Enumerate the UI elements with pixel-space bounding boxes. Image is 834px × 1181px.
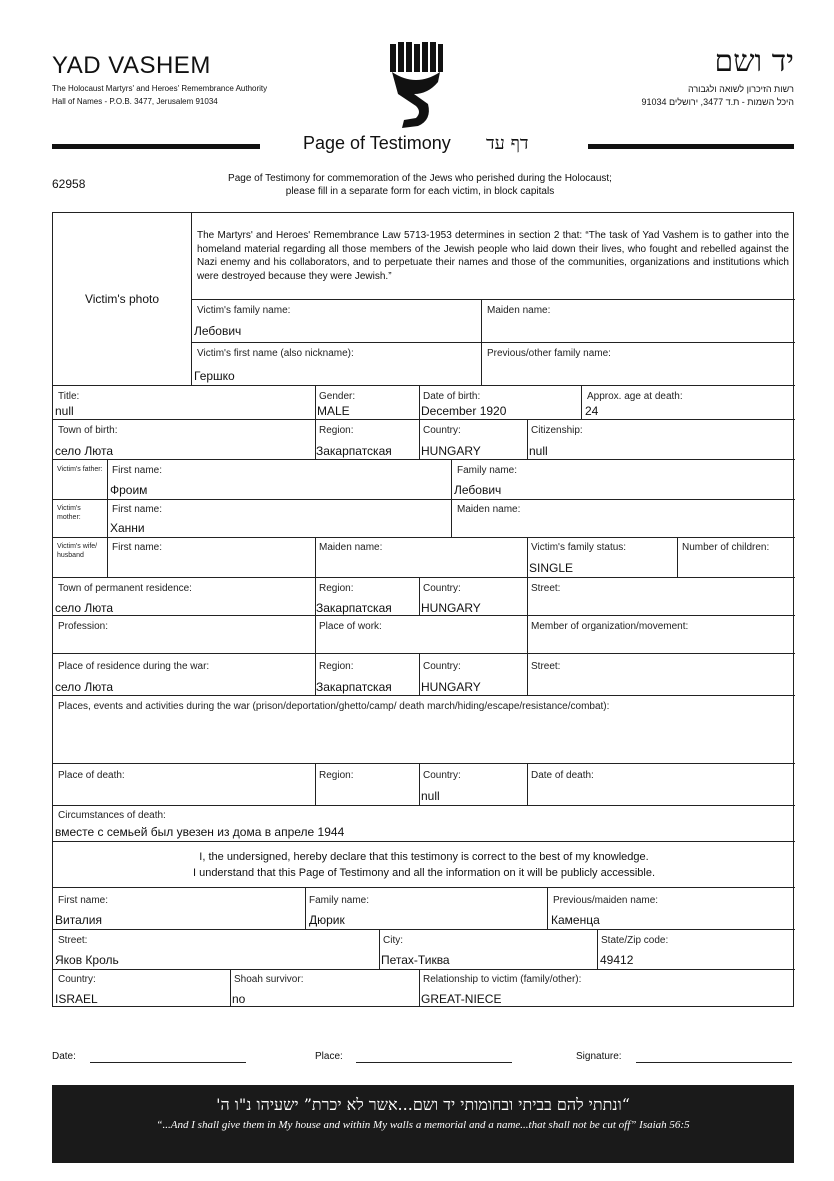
- signature-label: Signature:: [576, 1051, 622, 1062]
- submitter-family-label: Family name:: [309, 895, 370, 906]
- page-title-hebrew: דף עד: [486, 133, 529, 154]
- place-label: Place:: [315, 1051, 343, 1062]
- mother-first-field[interactable]: Ханни: [110, 521, 145, 535]
- gender-label: Gender:: [319, 391, 356, 402]
- country-birth-label: Country:: [423, 425, 461, 436]
- signature-line[interactable]: [636, 1062, 792, 1063]
- death-date-label: Date of death:: [531, 770, 594, 781]
- submitter-zip-label: State/Zip code:: [601, 935, 669, 946]
- town-birth-field[interactable]: село Люта: [55, 444, 114, 458]
- title-rule-left: [52, 144, 260, 149]
- residence-country-field[interactable]: HUNGARY: [421, 601, 481, 615]
- survivor-field[interactable]: no: [232, 992, 246, 1006]
- title-label: Title:: [58, 391, 80, 402]
- citizenship-label: Citizenship:: [531, 425, 583, 436]
- submitter-first-field[interactable]: Виталия: [55, 913, 102, 927]
- war-place-field[interactable]: село Люта: [55, 680, 114, 694]
- relation-label: Relationship to victim (family/other):: [423, 974, 582, 985]
- region-birth-label: Region:: [319, 425, 354, 436]
- war-region-field[interactable]: Закарпатская: [316, 680, 392, 694]
- mother-maiden-label: Maiden name:: [457, 504, 521, 515]
- mother-first-label: First name:: [112, 504, 163, 515]
- death-region-label: Region:: [319, 770, 354, 781]
- residence-region-field[interactable]: Закарпатская: [316, 601, 392, 615]
- org-subtitle: The Holocaust Martyrs' and Heroes' Remembrance Authority: [52, 84, 268, 93]
- submitter-country-label: Country:: [58, 974, 96, 985]
- place-line[interactable]: [356, 1062, 512, 1063]
- father-family-label: Family name:: [457, 465, 518, 476]
- law-text: The Martyrs' and Heroes' Remembrance Law 5713-1953 determines in section 2 that: “The task of Yad Vashem is to gather into the homeland material regarding all those members of the Jewish people who laid down their lives, who fought and rebelled against the Nazi enemy and his collaborators, and to perpetuate their names and those of the communities, organizations and institutions which were destroyed because they were Jewish.”: [197, 230, 789, 282]
- death-place-label: Place of death:: [58, 770, 125, 781]
- submitter-street-label: Street:: [58, 935, 88, 946]
- relation-field[interactable]: GREAT-NIECE: [421, 992, 502, 1006]
- father-label: Victim's father:: [57, 466, 103, 473]
- org-name: YAD VASHEM: [52, 52, 211, 79]
- father-first-label: First name:: [112, 465, 163, 476]
- photo-label: Victim's photo: [84, 292, 160, 306]
- father-first-field[interactable]: Фроим: [110, 483, 148, 497]
- war-place-label: Place of residence during the war:: [58, 661, 210, 672]
- submitter-first-label: First name:: [58, 895, 109, 906]
- profession-label: Profession:: [58, 621, 109, 632]
- residence-region-label: Region:: [319, 583, 354, 594]
- date-label: Date:: [52, 1051, 76, 1062]
- dob-field[interactable]: December 1920: [421, 404, 507, 418]
- family-name-label: Victim's family name:: [197, 305, 291, 316]
- quote-banner: [52, 1085, 794, 1163]
- death-country-label: Country:: [423, 770, 461, 781]
- family-status-label: Victim's family status:: [531, 542, 627, 553]
- submitter-family-field[interactable]: Дюрик: [309, 913, 345, 927]
- dob-label: Date of birth:: [423, 391, 481, 402]
- residence-street-label: Street:: [531, 583, 561, 594]
- banner-english: “...And I shall give them in My house and within My walls a memorial and a name...that shall not be cut off” Isaiah 56:5: [156, 1119, 690, 1131]
- intro-line-1: Page of Testimony for commemoration of the Jews who perished during the Holocaust;: [228, 173, 612, 184]
- events-label: Places, events and activities during the war (prison/deportation/ghetto/camp/ death march/hiding/escape/resistance/combat):: [58, 701, 610, 712]
- spouse-label: Victim's wife/ husband: [57, 543, 98, 559]
- father-family-field[interactable]: Лебович: [454, 483, 502, 497]
- first-name-label: Victim's first name (also nickname):: [197, 348, 354, 359]
- workplace-label: Place of work:: [319, 621, 382, 632]
- circumstances-field[interactable]: вместе с семьей был увезен из дома в апреле 1944: [55, 825, 345, 839]
- residence-town-label: Town of permanent residence:: [58, 583, 192, 594]
- spouse-maiden-label: Maiden name:: [319, 542, 383, 553]
- circumstances-label: Circumstances of death:: [58, 810, 166, 821]
- intro-line-2: please fill in a separate form for each victim, in block capitals: [285, 186, 555, 197]
- submitter-city-label: City:: [383, 935, 403, 946]
- mother-label: Victim's mother:: [57, 505, 81, 521]
- member-label: Member of organization/movement:: [531, 621, 689, 632]
- first-name-field[interactable]: Гершко: [194, 369, 235, 383]
- war-region-label: Region:: [319, 661, 354, 672]
- page-title: Page of Testimony: [303, 133, 451, 153]
- survivor-label: Shoah survivor:: [234, 974, 304, 985]
- country-birth-field[interactable]: HUNGARY: [421, 444, 481, 458]
- age-label: Approx. age at death:: [587, 391, 683, 402]
- war-country-label: Country:: [423, 661, 461, 672]
- heb-org-name: יד ושם: [714, 44, 794, 79]
- victim-photo-box: [53, 213, 191, 385]
- menorah-logo-icon: [388, 42, 444, 132]
- declaration-line-2: I understand that this Page of Testimony and all the information on it will be publicly accessible.: [192, 867, 656, 879]
- submitter-country-field[interactable]: ISRAEL: [55, 992, 98, 1006]
- war-country-field[interactable]: HUNGARY: [421, 680, 481, 694]
- title-field[interactable]: null: [55, 404, 74, 418]
- prev-family-label: Previous/other family name:: [487, 348, 611, 359]
- spouse-first-label: First name:: [112, 542, 163, 553]
- declaration-line-1: I, the undersigned, hereby declare that this testimony is correct to the best of my knowledge.: [199, 851, 649, 863]
- children-label: Number of children:: [682, 542, 770, 553]
- region-birth-field[interactable]: Закарпатская: [316, 444, 392, 458]
- maiden-name-label: Maiden name:: [487, 305, 551, 316]
- submitter-street-field[interactable]: Яков Кроль: [55, 953, 119, 967]
- title-rule-right: [588, 144, 794, 149]
- residence-country-label: Country:: [423, 583, 461, 594]
- intro-text: [200, 172, 640, 198]
- document-number: 62958: [52, 177, 86, 191]
- org-address: Hall of Names - P.O.B. 3477, Jerusalem 91034: [52, 97, 218, 106]
- war-street-label: Street:: [531, 661, 561, 672]
- family-name-field[interactable]: Лебович: [194, 324, 242, 338]
- submitter-city-field[interactable]: Петах-Тиква: [381, 953, 450, 967]
- banner-hebrew: “ונתתי להם בביתי ובחומותי יד ושם...אשר לא יכרת” ישעיהו נ"ו ה': [216, 1095, 630, 1114]
- date-line[interactable]: [90, 1062, 246, 1063]
- heb-address: היכל השמות - ת.ד 3477, ירושלים 91034: [641, 97, 794, 107]
- declaration: [53, 849, 795, 881]
- gender-field[interactable]: MALE: [317, 404, 350, 418]
- citizenship-field[interactable]: null: [529, 444, 548, 458]
- submitter-zip-field[interactable]: 49412: [600, 953, 634, 967]
- death-country-field[interactable]: null: [421, 789, 440, 803]
- submitter-prev-label: Previous/maiden name:: [553, 895, 659, 906]
- town-birth-label: Town of birth:: [58, 425, 118, 436]
- age-field[interactable]: 24: [585, 404, 599, 418]
- family-status-field[interactable]: SINGLE: [529, 561, 574, 575]
- submitter-prev-field[interactable]: Каменца: [551, 913, 600, 927]
- residence-town-field[interactable]: село Люта: [55, 601, 114, 615]
- testimony-form: [52, 212, 794, 1007]
- heb-subtitle: רשות הזיכרון לשואה ולגבורה: [687, 84, 794, 94]
